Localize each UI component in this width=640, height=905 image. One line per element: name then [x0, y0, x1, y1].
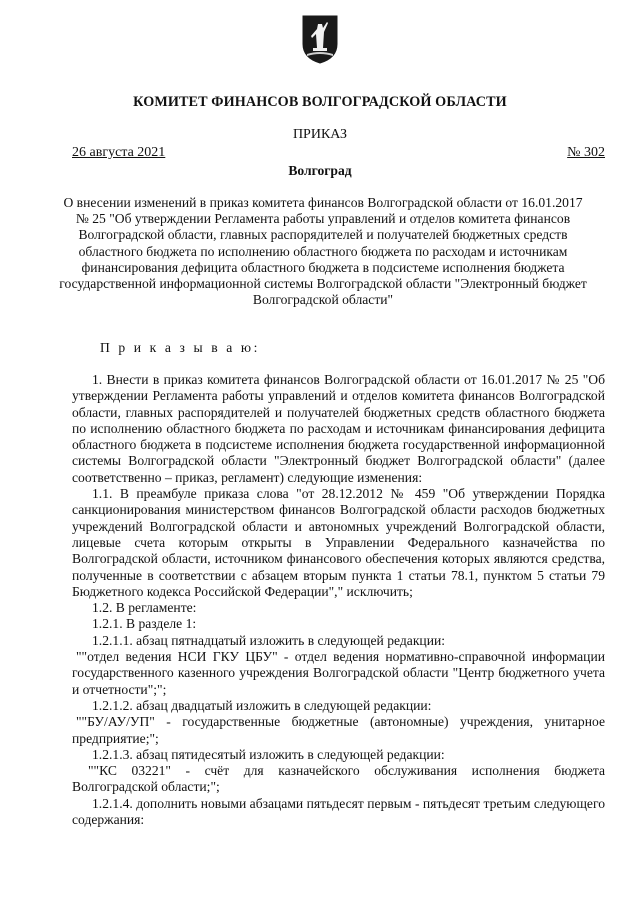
paragraph-1-2-1-2: 1.2.1.2. абзац двадцатый изложить в следующей редакции:	[92, 697, 432, 713]
paragraph-1-2-1-4: 1.2.1.4. дополнить новыми абзацами пятьдесят первым - пятьдесят третьим следующего содержания:	[72, 795, 605, 828]
document-type: ПРИКАЗ	[292, 127, 348, 142]
document-number: № 302	[567, 145, 605, 160]
document-subject: О внесении изменений в приказ комитета финансов Волгоградской области от 16.01.2017 № 25 "Об утверждении Регламента работы управлений и отделов комитета финансов Волгоградской области, главных распорядителей и получателей бюджетных средств областного бюджета по исполнению областного бюджета по расходам и источникам финансирования дефицита областного бюджета в подсистеме исполнения бюджета государственной информационной системы Волгоградской области "Электронный бюджет Волгоградской области"	[59, 195, 587, 308]
paragraph-1-1: 1.1. В преамбуле приказа слова "от 28.12.2012 № 459 "Об утверждении Порядка санкционирования министерством финансов Волгоградской области расходов бюджетных учреждений Волгоградской области и автономных учреждений Волгоградской области, лицевые счета которым открыты в Управлении Федерального казначейства по Волгоградской области, источником финансового обеспечения которых являются средства, полученные в соответствии с абзацем вторым пункта 1 статьи 78.1, пунктом 5 статьи 79 Бюджетного кодекса Российской Федерации"," исключить;	[72, 486, 605, 599]
document-date: 26 августа 2021	[72, 145, 166, 160]
paragraph-1: 1. Внести в приказ комитета финансов Волгоградской области от 16.01.2017 № 25 "Об утверждении Регламента работы управлений и отделов комитета финансов Волгоградской области, главных распорядителей и получателей бюджетных средств областного бюджета по исполнению областного бюджета по расходам и источникам финансирования дефицита областного бюджета в подсистеме исполнения бюджета государственной информационной системы Волгоградской области "Электронный бюджет Волгоградской области" (далее соответственно – приказ, регламент) следующие изменения:	[72, 372, 605, 485]
organization-name: КОМИТЕТ ФИНАНСОВ ВОЛГОГРАДСКОЙ ОБЛАСТИ	[133, 94, 507, 110]
paragraph-1-2-1: 1.2.1. В разделе 1:	[92, 616, 197, 632]
paragraph-1-2-1-3-text: ""КС 03221" - счёт для казначейского обслуживания исполнения бюджета Волгоградской области;";	[72, 763, 605, 795]
paragraph-1-2-1-3: 1.2.1.3. абзац пятидесятый изложить в следующей редакции:	[92, 746, 445, 762]
document-city: Волгоград	[288, 163, 352, 178]
paragraph-1-2: 1.2. В регламенте:	[92, 600, 197, 616]
paragraph-1-2-1-1: 1.2.1.1. абзац пятнадцатый изложить в следующей редакции:	[92, 632, 446, 648]
paragraph-1-2-1-2-text: ""БУ/АУ/УП" - государственные бюджетные (автономные) учреждения, унитарное предприятие;";	[72, 714, 605, 746]
document-body	[72, 372, 605, 828]
paragraph-1-2-1-1-text: ""отдел ведения НСИ ГКУ ЦБУ" - отдел ведения нормативно-справочной информации государственного казенного учреждения Волгоградской области "Центр бюджетного учета и отчетности";";	[72, 649, 605, 697]
order-word: П р и к а з ы в а ю:	[100, 340, 260, 355]
volgograd-coat-of-arms-icon	[301, 14, 339, 64]
